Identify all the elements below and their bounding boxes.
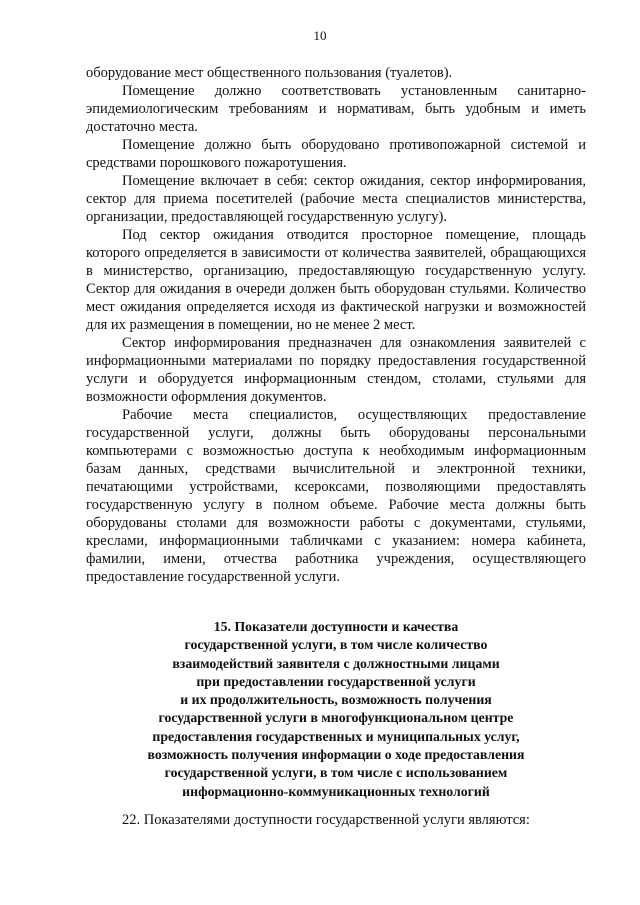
section-heading-line: и их продолжительность, возможность получения xyxy=(180,692,492,708)
section-heading-line: взаимодействий заявителя с должностными лицами xyxy=(172,655,500,671)
section-heading-line: при предоставлении государственной услуги xyxy=(196,673,476,689)
section-heading-line: предоставления государственных и муниципальных услуг, xyxy=(152,728,520,744)
page-number: 10 xyxy=(313,28,327,43)
paragraph-accessibility-indicators: 22. Показателями доступности государственной услуги являются: xyxy=(122,812,530,828)
section-heading-line: государственной услуги в многофункциональном центре xyxy=(158,710,514,726)
paragraph-information-sector: Сектор информирования предназначен для ознакомления заявителей с информационными материалами по порядку предоставления государственной услуги и оборудуется информационным стендом, столами, стульями для возможности оформления документов. xyxy=(86,335,586,405)
paragraph-workplaces: Рабочие места специалистов, осуществляющих предоставление государственной услуги, должны быть оборудованы персональными компьютерами с возможностью доступа к необходимым информационным базам данных, средствами вычислительной и электронной техники, печатающими устройствами, ксероксами, позволяющими предоставлять государственную услугу в полном объеме. Рабочие места должны быть оборудованы столами для возможности работы с документами, стульями, креслами, информационными табличками с указанием: номера кабинета, фамилии, имени, отчества работника учреждения, осуществляющего предоставление государственной услуги. xyxy=(86,407,586,585)
section-heading-line: 15. Показатели доступности и качества xyxy=(213,619,459,634)
paragraph-toilets: оборудование мест общественного пользования (туалетов). xyxy=(86,65,453,81)
section-heading-line: государственной услуги, в том числе количество xyxy=(184,637,488,653)
paragraph-fire-safety: Помещение должно быть оборудовано противопожарной системой и средствами порошкового пожаротушения. xyxy=(86,137,586,171)
section-heading-line: возможность получения информации о ходе предоставления xyxy=(147,747,525,763)
section-heading xyxy=(86,618,586,801)
paragraph-waiting-sector: Под сектор ожидания отводится просторное помещение, площадь которого определяется в зависимости от количества заявителей, обращающихся в министерство, организацию, предоставляющую государственную услугу. Сектор для ожидания в очереди должен быть оборудован стульями. Количество мест ожидания определяется исходя из фактической нагрузки и возможностей для их размещения в помещении, но не менее 2 мест. xyxy=(86,227,586,333)
document-body xyxy=(86,64,586,586)
section-heading-line: информационно-коммуникационных технологий xyxy=(182,783,490,799)
paragraph-sanitary-requirements: Помещение должно соответствовать установленным санитарно-эпидемиологическим требованиям и нормативам, быть удобным и иметь достаточно места. xyxy=(86,83,586,135)
section-heading-line: государственной услуги, в том числе с использованием xyxy=(164,765,508,781)
paragraph-premises-sectors: Помещение включает в себя: сектор ожидания, сектор информирования, сектор для приема посетителей (рабочие места специалистов министерства, организации, предоставляющей государственную услугу). xyxy=(86,173,586,225)
